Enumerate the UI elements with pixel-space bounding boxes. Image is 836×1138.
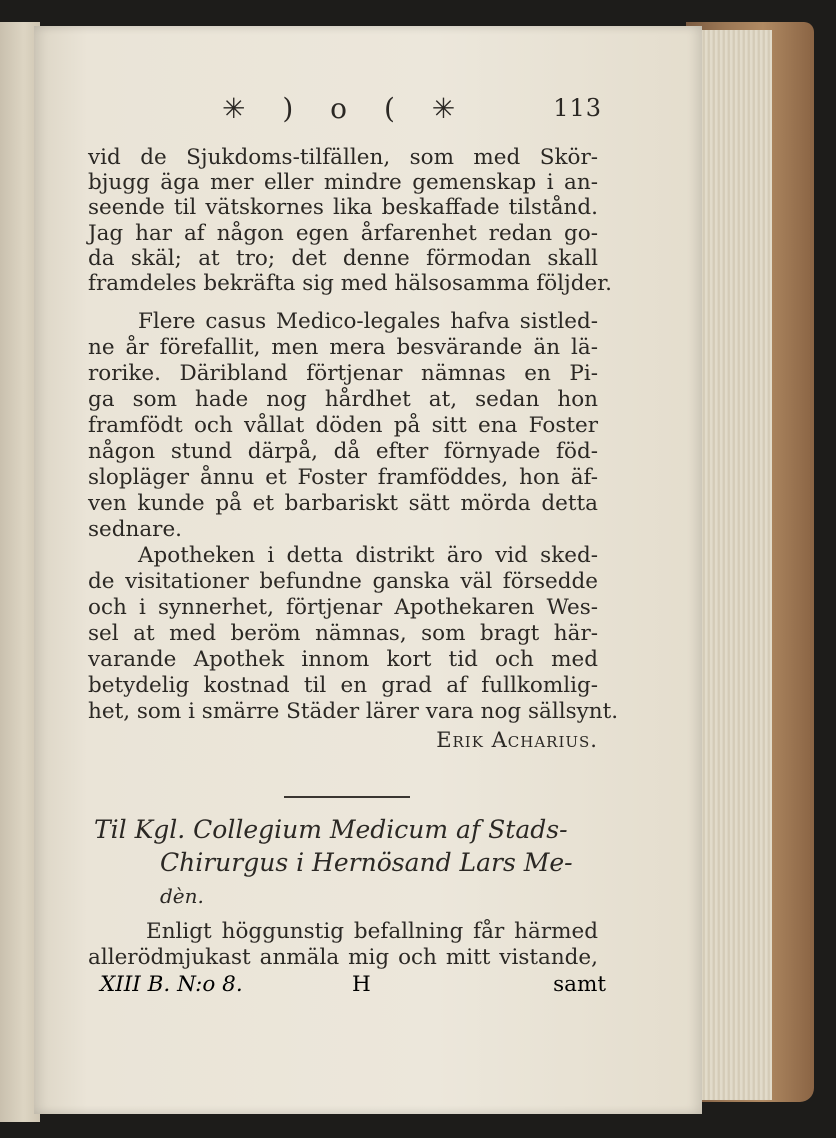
- text-line: sednare.: [88, 517, 183, 542]
- running-header: [222, 92, 602, 132]
- signature-mark: XIII B. N:o 8.: [100, 972, 243, 997]
- section-divider: [284, 796, 410, 798]
- author-signature: Erik Acharius.: [436, 728, 598, 752]
- text-line: betydelig kostnad til en grad af fullkomlig-: [88, 673, 598, 698]
- text-line: bjugg äga mer eller mindre gemenskap i an-: [88, 170, 598, 195]
- heading-line: dèn.: [160, 884, 204, 908]
- heading-line: Chirurgus i Hernösand Lars Me-: [160, 848, 573, 877]
- page-number: 113: [553, 94, 602, 122]
- gathering-letter: H: [352, 972, 371, 997]
- text-line: seende til vätskornes lika beskaffade tilstånd.: [88, 195, 598, 220]
- text-line: och i synnerhet, förtjenar Apothekaren Wes-: [88, 595, 598, 620]
- text-line: Enligt höggunstig befallning får härmed: [146, 919, 598, 944]
- text-line: het, som i smärre Städer lärer vara nog sällsynt.: [88, 699, 619, 724]
- text-line: framdeles bekräfta sig med hälsosamma följder.: [88, 271, 612, 296]
- text-line: ga som hade nog hårdhet at, sedan hon: [88, 387, 598, 412]
- page-edges: [694, 30, 772, 1100]
- text-line: Jag har af någon egen årfarenhet redan go-: [88, 221, 598, 246]
- text-line: slopläger ånnu et Foster framföddes, hon äf-: [88, 465, 598, 490]
- text-line: rorike. Däribland förtjenar nämnas en Pi-: [88, 361, 598, 386]
- text-line: sel at med beröm nämnas, som bragt här-: [88, 621, 598, 646]
- text-line: de visitationer befundne ganska väl försedde: [88, 569, 598, 594]
- text-line: vid de Sjukdoms-tilfällen, som med Skör-: [88, 145, 598, 170]
- text-line: da skäl; at tro; det denne förmodan skall: [88, 246, 598, 271]
- header-ornament: ✳ ) o ( ✳: [222, 92, 470, 125]
- text-line: någon stund därpå, då efter förnyade föd-: [88, 439, 598, 464]
- text-line: allerödmjukast anmäla mig och mitt vistande,: [88, 945, 598, 970]
- catchword: samt: [553, 972, 606, 997]
- text-line: varande Apothek innom kort tid och med: [88, 647, 598, 672]
- text-line: ne år förefallit, men mera besvärande än lä-: [88, 335, 598, 360]
- text-line: framfödt och vållat döden på sitt ena Foster: [88, 413, 598, 438]
- heading-line: Til Kgl. Collegium Medicum af Stads-: [94, 815, 568, 844]
- text-line: Flere casus Medico-legales hafva sistled-: [138, 309, 598, 334]
- text-line: Apotheken i detta distrikt äro vid sked-: [138, 543, 598, 568]
- text-line: ven kunde på et barbariskt sätt mörda detta: [88, 491, 598, 516]
